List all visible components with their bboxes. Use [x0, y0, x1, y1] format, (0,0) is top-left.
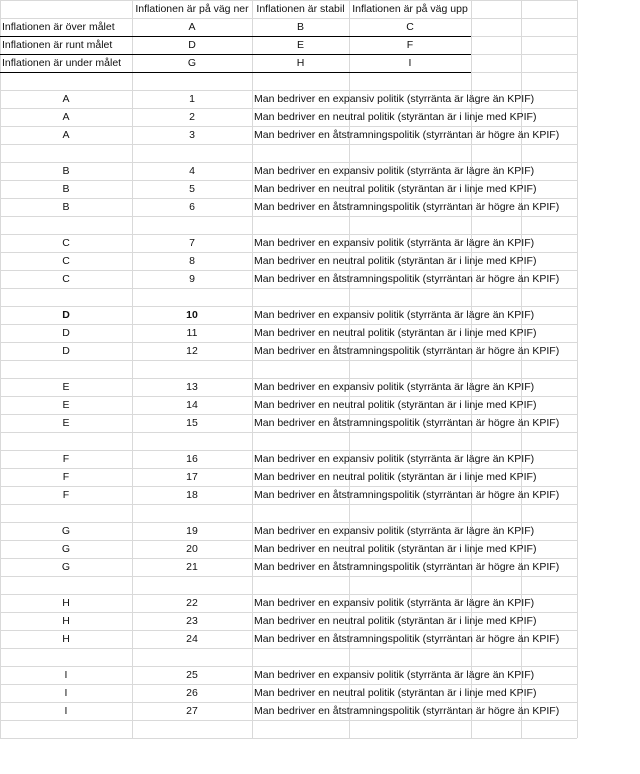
scenario-number-cell[interactable]: 3	[189, 129, 195, 141]
header-cell-falling[interactable]: Inflationen är på väg ner	[135, 3, 249, 15]
scenario-number-cell[interactable]: 27	[186, 705, 198, 717]
gridline-horizontal	[0, 576, 577, 577]
header-cell-rising[interactable]: Inflationen är på väg upp	[352, 3, 468, 15]
scenario-letter-cell[interactable]: H	[62, 615, 70, 627]
policy-description-cell[interactable]: Man bedriver en åtstramningspolitik (styrräntan är högre än KPIF)	[254, 273, 560, 285]
policy-description-cell[interactable]: Man bedriver en åtstramningspolitik (styrräntan är högre än KPIF)	[254, 489, 560, 501]
scenario-number-cell[interactable]: 7	[189, 237, 195, 249]
matrix-cell[interactable]: E	[296, 39, 304, 51]
scenario-number-cell[interactable]: 21	[186, 561, 198, 573]
policy-description-cell[interactable]: Man bedriver en åtstramningspolitik (styrräntan är högre än KPIF)	[254, 417, 560, 429]
scenario-number-cell[interactable]: 25	[186, 669, 198, 681]
scenario-letter-cell[interactable]: A	[62, 111, 70, 123]
policy-description-cell[interactable]: Man bedriver en expansiv politik (styrränta är lägre än KPIF)	[254, 597, 535, 609]
policy-description-cell[interactable]: Man bedriver en expansiv politik (styrränta är lägre än KPIF)	[254, 525, 535, 537]
policy-description-cell[interactable]: Man bedriver en åtstramningspolitik (styrräntan är högre än KPIF)	[254, 561, 560, 573]
scenario-number-cell[interactable]: 13	[186, 381, 198, 393]
matrix-cell[interactable]: A	[188, 21, 196, 33]
gridline-vertical	[577, 0, 578, 738]
matrix-cell[interactable]: I	[408, 57, 412, 69]
scenario-number-cell[interactable]: 9	[189, 273, 195, 285]
gridline-horizontal	[0, 738, 577, 739]
scenario-number-cell[interactable]: 5	[189, 183, 195, 195]
scenario-letter-cell[interactable]: E	[62, 381, 70, 393]
gridline-horizontal	[0, 216, 577, 217]
scenario-number-cell[interactable]: 2	[189, 111, 195, 123]
scenario-letter-cell[interactable]: A	[62, 129, 70, 141]
scenario-letter-cell[interactable]: C	[62, 255, 70, 267]
scenario-letter-cell[interactable]: D	[62, 309, 70, 321]
scenario-letter-cell[interactable]: D	[62, 327, 70, 339]
policy-description-cell[interactable]: Man bedriver en expansiv politik (styrränta är lägre än KPIF)	[254, 309, 535, 321]
matrix-row-label[interactable]: Inflationen är runt målet	[2, 39, 113, 51]
policy-description-cell[interactable]: Man bedriver en expansiv politik (styrränta är lägre än KPIF)	[254, 93, 535, 105]
matrix-row-label[interactable]: Inflationen är under målet	[2, 57, 122, 69]
scenario-letter-cell[interactable]: G	[61, 543, 71, 555]
scenario-number-cell[interactable]: 19	[186, 525, 198, 537]
matrix-cell[interactable]: H	[296, 57, 305, 69]
policy-description-cell[interactable]: Man bedriver en expansiv politik (styrränta är lägre än KPIF)	[254, 165, 535, 177]
scenario-number-cell[interactable]: 17	[186, 471, 198, 483]
policy-description-cell[interactable]: Man bedriver en expansiv politik (styrränta är lägre än KPIF)	[254, 669, 535, 681]
policy-description-cell[interactable]: Man bedriver en neutral politik (styräntan är i linje med KPIF)	[254, 615, 537, 627]
gridline-horizontal	[0, 288, 577, 289]
gridline-horizontal	[0, 360, 577, 361]
scenario-letter-cell[interactable]: H	[62, 597, 70, 609]
scenario-number-cell[interactable]: 10	[186, 309, 198, 321]
header-cell-stable[interactable]: Inflationen är stabil	[256, 3, 345, 15]
matrix-cell[interactable]: C	[406, 21, 414, 33]
scenario-letter-cell[interactable]: I	[64, 687, 68, 699]
policy-description-cell[interactable]: Man bedriver en neutral politik (styräntan är i linje med KPIF)	[254, 327, 537, 339]
scenario-letter-cell[interactable]: G	[61, 561, 71, 573]
matrix-cell[interactable]: D	[188, 39, 196, 51]
scenario-number-cell[interactable]: 15	[186, 417, 198, 429]
scenario-letter-cell[interactable]: F	[62, 453, 70, 465]
gridline-horizontal	[0, 504, 577, 505]
scenario-number-cell[interactable]: 6	[189, 201, 195, 213]
scenario-letter-cell[interactable]: C	[62, 237, 70, 249]
scenario-letter-cell[interactable]: A	[62, 93, 70, 105]
policy-description-cell[interactable]: Man bedriver en expansiv politik (styrränta är lägre än KPIF)	[254, 381, 535, 393]
policy-description-cell[interactable]: Man bedriver en expansiv politik (styrränta är lägre än KPIF)	[254, 453, 535, 465]
gridline-horizontal	[0, 144, 577, 145]
scenario-number-cell[interactable]: 18	[186, 489, 198, 501]
gridline-horizontal	[0, 720, 577, 721]
scenario-number-cell[interactable]: 14	[186, 399, 198, 411]
scenario-number-cell[interactable]: 23	[186, 615, 198, 627]
scenario-letter-cell[interactable]: F	[62, 471, 70, 483]
policy-description-cell[interactable]: Man bedriver en neutral politik (styräntan är i linje med KPIF)	[254, 687, 537, 699]
scenario-letter-cell[interactable]: E	[62, 399, 70, 411]
scenario-letter-cell[interactable]: E	[62, 417, 70, 429]
scenario-number-cell[interactable]: 26	[186, 687, 198, 699]
policy-description-cell[interactable]: Man bedriver en expansiv politik (styrränta är lägre än KPIF)	[254, 237, 535, 249]
scenario-number-cell[interactable]: 1	[189, 93, 195, 105]
cell-border-bottom	[0, 36, 471, 37]
matrix-cell[interactable]: F	[406, 39, 414, 51]
scenario-number-cell[interactable]: 11	[186, 327, 198, 339]
gridline-horizontal	[0, 648, 577, 649]
policy-description-cell[interactable]: Man bedriver en neutral politik (styräntan är i linje med KPIF)	[254, 183, 537, 195]
scenario-number-cell[interactable]: 12	[186, 345, 198, 357]
scenario-number-cell[interactable]: 8	[189, 255, 195, 267]
policy-description-cell[interactable]: Man bedriver en åtstramningspolitik (styrräntan är högre än KPIF)	[254, 129, 560, 141]
matrix-cell[interactable]: G	[187, 57, 197, 69]
scenario-letter-cell[interactable]: C	[62, 273, 70, 285]
scenario-letter-cell[interactable]: I	[64, 669, 68, 681]
policy-description-cell[interactable]: Man bedriver en neutral politik (styräntan är i linje med KPIF)	[254, 399, 537, 411]
scenario-number-cell[interactable]: 16	[186, 453, 198, 465]
scenario-letter-cell[interactable]: B	[62, 165, 70, 177]
cell-border-bottom	[0, 72, 471, 73]
policy-description-cell[interactable]: Man bedriver en neutral politik (styräntan är i linje med KPIF)	[254, 111, 537, 123]
scenario-letter-cell[interactable]: F	[62, 489, 70, 501]
policy-description-cell[interactable]: Man bedriver en neutral politik (styräntan är i linje med KPIF)	[254, 543, 537, 555]
scenario-letter-cell[interactable]: B	[62, 183, 70, 195]
scenario-letter-cell[interactable]: I	[64, 705, 68, 717]
scenario-number-cell[interactable]: 24	[186, 633, 198, 645]
scenario-number-cell[interactable]: 20	[186, 543, 198, 555]
scenario-number-cell[interactable]: 22	[186, 597, 198, 609]
policy-description-cell[interactable]: Man bedriver en åtstramningspolitik (styrräntan är högre än KPIF)	[254, 633, 560, 645]
scenario-letter-cell[interactable]: G	[61, 525, 71, 537]
policy-description-cell[interactable]: Man bedriver en neutral politik (styräntan är i linje med KPIF)	[254, 255, 537, 267]
matrix-cell[interactable]: B	[296, 21, 304, 33]
scenario-number-cell[interactable]: 4	[189, 165, 195, 177]
gridline-horizontal	[0, 432, 577, 433]
scenario-letter-cell[interactable]: H	[62, 633, 70, 645]
policy-description-cell[interactable]: Man bedriver en åtstramningspolitik (styrräntan är högre än KPIF)	[254, 345, 560, 357]
policy-description-cell[interactable]: Man bedriver en åtstramningspolitik (styrräntan är högre än KPIF)	[254, 201, 560, 213]
cell-border-bottom	[0, 54, 471, 55]
scenario-letter-cell[interactable]: D	[62, 345, 70, 357]
policy-description-cell[interactable]: Man bedriver en åtstramningspolitik (styrräntan är högre än KPIF)	[254, 705, 560, 717]
matrix-row-label[interactable]: Inflationen är över målet	[2, 21, 115, 33]
policy-description-cell[interactable]: Man bedriver en neutral politik (styräntan är i linje med KPIF)	[254, 471, 537, 483]
scenario-letter-cell[interactable]: B	[62, 201, 70, 213]
